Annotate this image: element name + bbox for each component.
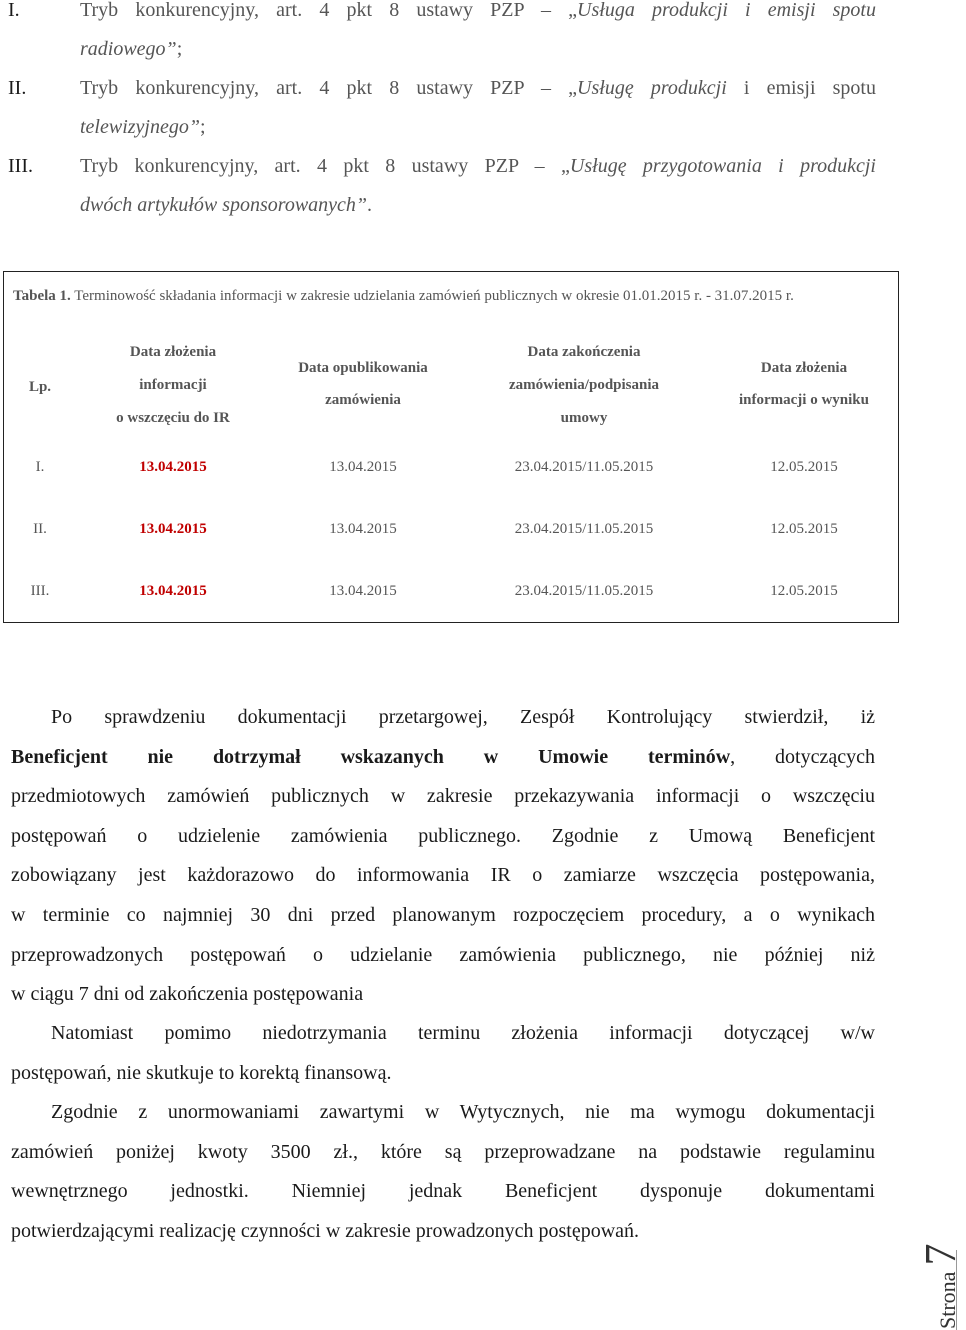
header-line: o wszczęciu do IR [116, 410, 230, 426]
list-text-italic: Usługę przygotowania i produkcji [569, 155, 876, 177]
header-publication [274, 352, 452, 416]
header-line: zamówienia/podpisania [508, 377, 660, 393]
bold-finding: Beneficjent nie dotrzymał wskazanych w Umowie terminów [11, 745, 731, 768]
cell-submission-start: 13.04.2015 [139, 583, 207, 599]
paragraph-line [11, 738, 875, 778]
list-text-italic: dwóch artykułów sponsorowanych” [80, 194, 368, 216]
cell-completion: 23.04.2015/11.05.2015 [514, 521, 654, 537]
list-text-italic: Usługa produkcji i emisji spotu [577, 0, 876, 21]
header-result [709, 352, 899, 416]
header-submission-start [74, 336, 272, 435]
header-line: informacji [139, 377, 207, 393]
paragraph-line: przeprowadzonych postępowań o udzielanie zamówienia publicznego, nie później niż [11, 943, 875, 966]
list-text-italic: telewizyjnego” [80, 116, 200, 138]
header-line: Data zakończenia [527, 344, 641, 360]
paragraph-line: wewnętrznego jednostki. Niemniej jednak Beneficjent dysponuje dokumentami [11, 1180, 875, 1203]
paragraph-line: zobowiązany jest każdorazowo do informowania IR o zamiarze wszczęcia postępowania, [11, 864, 875, 887]
page-number: 7 [916, 1243, 965, 1266]
list-text-italic: Usługę produkcji [577, 77, 727, 99]
paragraph-guidelines [11, 1093, 875, 1251]
cell-publication: 13.04.2015 [329, 583, 397, 599]
list-text: ; [176, 38, 183, 60]
paragraph-line: potwierdzającymi realizację czynności w zakresie prowadzonych postępowań. [11, 1219, 640, 1242]
paragraph-correction [11, 1014, 875, 1093]
list-text: . [367, 194, 373, 216]
header-line: Data złożenia [760, 360, 848, 376]
header-lp: Lp. [28, 379, 52, 395]
paragraph-line: Natomiast pomimo niedotrzymania terminu złożenia informacji dotyczącej w/w [51, 1022, 875, 1044]
cell-publication: 13.04.2015 [329, 521, 397, 537]
table-caption [13, 285, 893, 308]
cell-result: 12.05.2015 [770, 583, 838, 599]
list-text: Tryb konkurencyjny, art. 4 pkt 8 ustawy PZP – „ [80, 0, 578, 21]
deadline-table [3, 271, 899, 623]
header-line: zamówienia [325, 392, 401, 408]
header-line: umowy [560, 410, 608, 426]
cell-publication: 13.04.2015 [329, 459, 397, 475]
page-footer [905, 1225, 965, 1330]
cell-submission-start: 13.04.2015 [139, 459, 207, 475]
cell-result: 12.05.2015 [770, 459, 838, 475]
paragraph-line: zamówień poniżej kwoty 3500 zł., które są przeprowadzane na podstawie regulaminu [11, 1140, 875, 1163]
list-text: Tryb konkurencyjny, art. 4 pkt 8 ustawy PZP – „ [80, 77, 578, 99]
header-completion [484, 336, 684, 435]
cell-completion: 23.04.2015/11.05.2015 [514, 459, 654, 475]
page-label: Strona [935, 1271, 960, 1329]
paragraph-findings [11, 698, 875, 1015]
list-number: I. [8, 0, 20, 21]
list-text-italic: radiowego” [80, 38, 177, 60]
cell-submission-start: 13.04.2015 [139, 521, 207, 537]
header-line: informacji o wyniku [738, 392, 869, 408]
paragraph-line: w terminie co najmniej 30 dni przed planowanym rozpoczęciem procedury, a o wynikach [11, 903, 875, 926]
cell-lp: I. [35, 459, 45, 475]
cell-result: 12.05.2015 [770, 521, 838, 537]
list-text: Tryb konkurencyjny, art. 4 pkt 8 ustawy PZP – „ [80, 155, 570, 177]
paragraph-line: Po sprawdzeniu dokumentacji przetargowej, Zespół Kontrolujący stwierdził, iż [51, 706, 875, 728]
list-text: ; [199, 116, 206, 138]
header-line: Data opublikowania [298, 360, 428, 376]
table-caption-text: Terminowość składania informacji w zakresie udzielania zamówień publicznych w okresie 01.01.2015 r. - 31.07.2015 r. [70, 288, 794, 304]
list-number: III. [8, 155, 33, 177]
list-number: II. [8, 77, 27, 99]
header-line: Data złożenia [129, 344, 217, 360]
paragraph-line: w ciągu 7 dni od zakończenia postępowania [11, 983, 364, 1006]
paragraph-line: postępowań o udzielenie zamówienia publicznego. Zgodnie z Umową Beneficjent [11, 824, 875, 847]
paragraph-line: przedmiotowych zamówień publicznych w zakresie przekazywania informacji o wszczęciu [11, 785, 875, 808]
paragraph-line: postępowań, nie skutkuje to korektą finansową. [11, 1061, 392, 1084]
cell-completion: 23.04.2015/11.05.2015 [514, 583, 654, 599]
cell-lp: II. [33, 521, 47, 537]
cell-lp: III. [30, 583, 50, 599]
paragraph-text: , dotyczących [730, 745, 875, 768]
table-label: Tabela 1. [13, 288, 71, 304]
paragraph-line: Zgodnie z unormowaniami zawartymi w Wytycznych, nie ma wymogu dokumentacji [51, 1101, 875, 1123]
list-text: i emisji spotu [726, 77, 876, 99]
